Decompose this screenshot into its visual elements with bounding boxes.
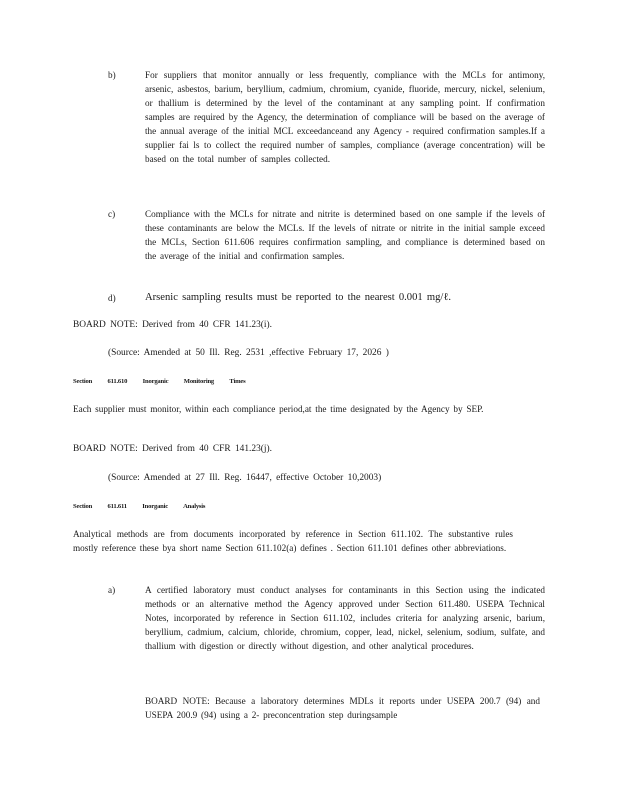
item-text: For suppliers that monitor annually or less frequently, compliance with the MCLs for antimony, arsenic, asbestos, barium, beryllium, cadmium, chromium, cyanide, fluoride, mercury, nickel, selenium, or thallium is determined by the level of the contaminant at any sampling point. If confirmation samples are required by the Agency, the determination of compliance will be based on the average of the annual average of the initial MCL exceedanceand any Agency - required confirmation samples.If a supplier fai ls to collect the required number of samples, compliance (average concentration) will be based on the total number of samples collected. [145, 70, 545, 164]
list-item-d [108, 291, 548, 307]
section-heading: Section 611.611 Inorganic Analysis [73, 503, 206, 510]
item-text: Compliance with the MCLs for nitrate and nitrite is determined based on one sample if the levels of these contaminants are below the MCLs. If the levels of nitrate or nitrite in the initial sample exceed the MCLs, Section 611.606 requires confirmation sampling, and compliance is determined based on the average of the initial and confirmation samples. [145, 209, 545, 261]
board-note: BOARD NOTE: Derived from 40 CFR 141.23(j). [73, 444, 272, 454]
list-item-a [108, 583, 548, 683]
section-paragraph: Analytical methods are from documents incorporated by reference in Section 611.102. The substantive rules mostly reference these bya short name Section 611.102(a) defines . Section 611.101 defines other abbreviations. [73, 529, 513, 553]
item-text: Arsenic sampling results must be reported to the nearest 0.001 mg/ℓ. [145, 292, 452, 303]
board-note: BOARD NOTE: Derived from 40 CFR 141.23(i). [73, 320, 272, 330]
board-note: BOARD NOTE: Because a laboratory determines MDLs it reports under USEPA 200.7 (94) and USEPA 200.9 (94) using a 2- preconcentration step duringsample [145, 696, 540, 720]
list-item-b [108, 68, 548, 194]
section-paragraph: Each supplier must monitor, within each compliance period,at the time designated by the Agency by SEP. [73, 404, 484, 414]
item-label: c) [108, 209, 116, 219]
item-label: b) [108, 70, 116, 80]
item-label: a) [108, 585, 116, 595]
section-heading: Section 611.610 Inorganic Monitoring Times [73, 378, 246, 385]
source-note: (Source: Amended at 50 Ill. Reg. 2531 ,effective February 17, 2026 ) [108, 348, 389, 358]
source-note: (Source: Amended at 27 Ill. Reg. 16447, effective October 10,2003) [108, 473, 382, 483]
list-item-c [108, 207, 548, 279]
item-label: d) [108, 293, 116, 303]
item-text: A certified laboratory must conduct analyses for contaminants in this Section using the indicated methods or an alternative method the Agency approved under Section 611.480. USEPA Technical Notes, incorporated by reference in Section 611.102, includes criteria for analyzing arsenic, barium, beryllium, cadmium, calcium, chloride, chromium, copper, lead, nickel, selenium, sodium, sulfate, and thallium with digestion or directly without digestion, and other analytical procedures. [145, 585, 545, 651]
